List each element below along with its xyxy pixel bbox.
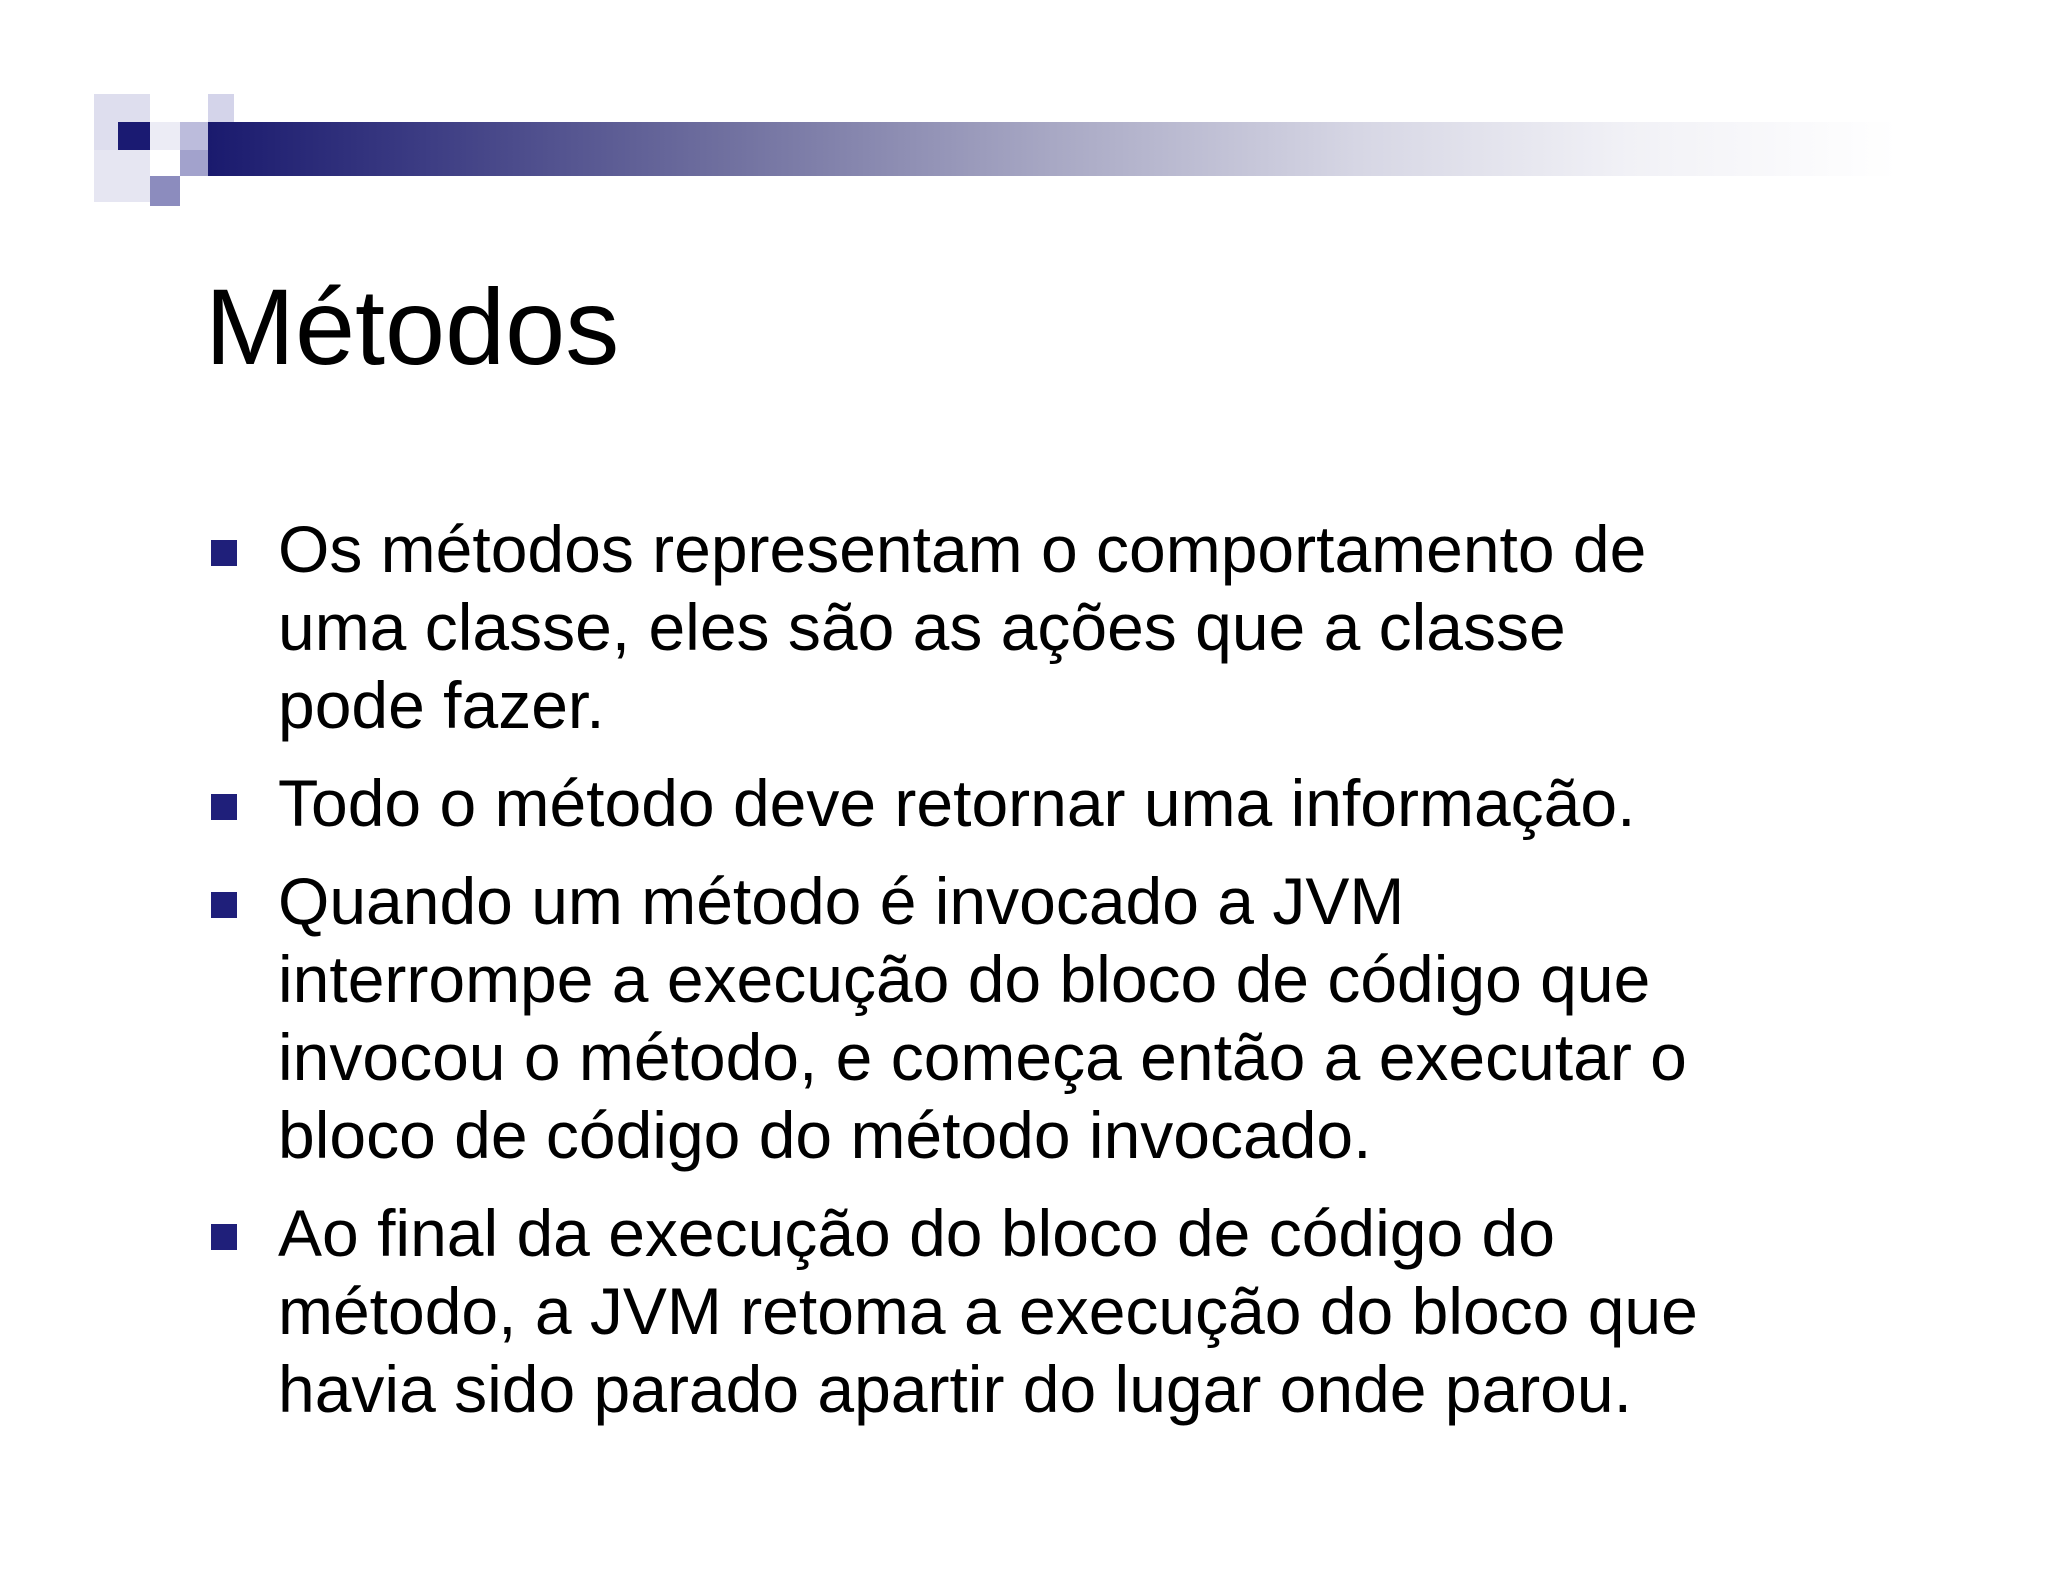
- square-bullet-icon: [211, 1224, 237, 1250]
- deco-square-light: [94, 150, 150, 202]
- bullet-line: método, a JVM retoma a execução do bloco que: [278, 1274, 1698, 1348]
- bullet-item: [210, 1194, 1910, 1428]
- bullet-line: uma classe, eles são as ações que a classe: [278, 590, 1566, 664]
- bullet-line: Ao final da execução do bloco de código do: [278, 1196, 1555, 1270]
- deco-square-light: [208, 94, 234, 122]
- bullet-line: Quando um método é invocado a JVM: [278, 864, 1405, 938]
- header-decoration: [0, 0, 2048, 260]
- deco-square-light: [150, 122, 180, 150]
- bullet-item: [210, 764, 1910, 842]
- deco-square-medium: [180, 150, 208, 176]
- bullet-line: havia sido parado apartir do lugar onde parou.: [278, 1352, 1632, 1426]
- header-gradient-bar: [208, 122, 1898, 176]
- bullet-line: invocou o método, e começa então a executar o: [278, 1020, 1687, 1094]
- square-bullet-icon: [211, 794, 237, 820]
- bullet-list: [210, 510, 1910, 1448]
- deco-square-dark: [118, 122, 150, 150]
- bullet-item: [210, 510, 1910, 744]
- bullet-line: pode fazer.: [278, 668, 605, 742]
- deco-square-medium: [150, 176, 180, 206]
- bullet-line: Os métodos representam o comportamento de: [278, 512, 1647, 586]
- slide-title: Métodos: [205, 266, 620, 387]
- bullet-line: bloco de código do método invocado.: [278, 1098, 1372, 1172]
- bullet-item: [210, 862, 1910, 1174]
- bullet-line: Todo o método deve retornar uma informação.: [278, 766, 1636, 840]
- square-bullet-icon: [211, 892, 237, 918]
- square-bullet-icon: [211, 540, 237, 566]
- bullet-line: interrompe a execução do bloco de código que: [278, 942, 1651, 1016]
